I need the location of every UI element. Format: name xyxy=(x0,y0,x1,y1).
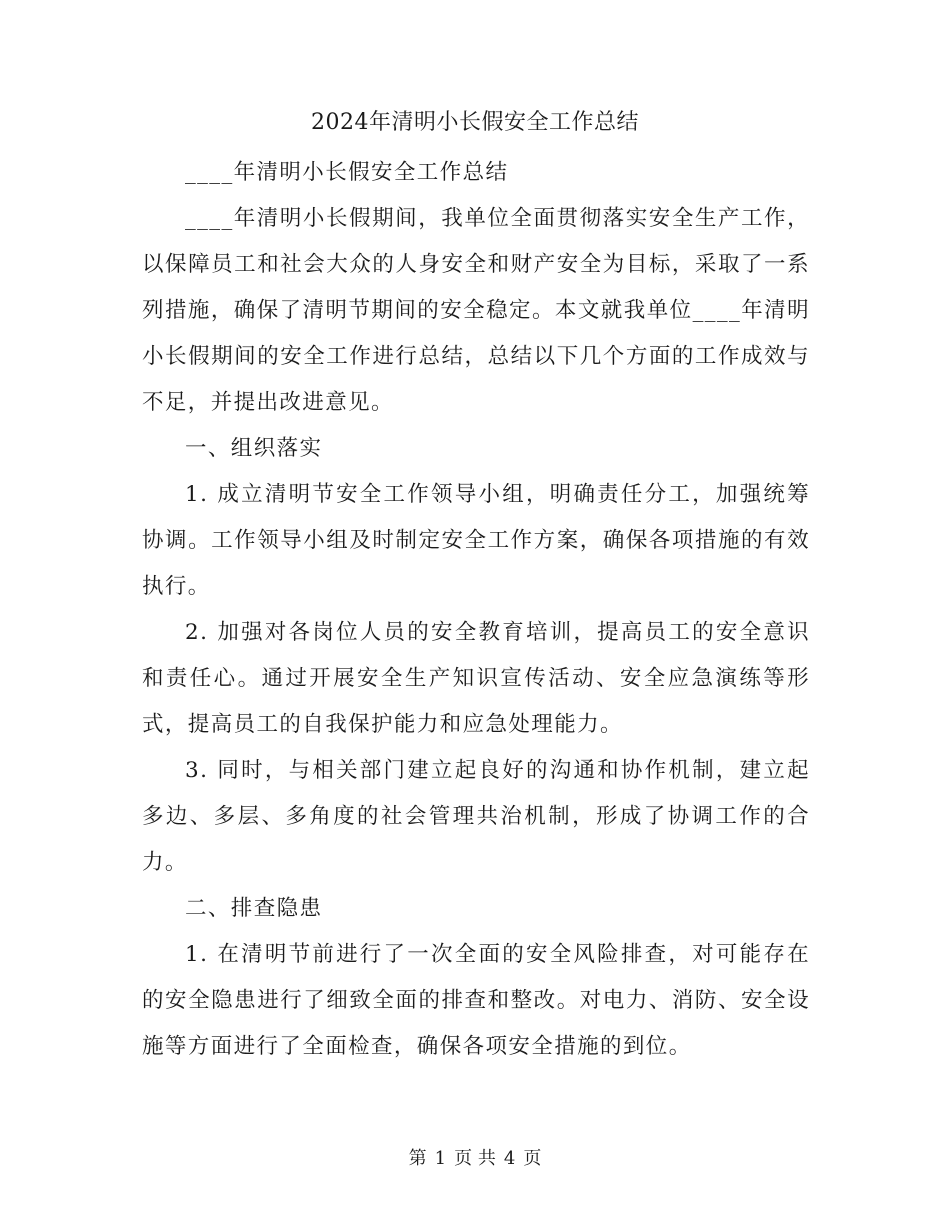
current-page-number: 1 xyxy=(434,1148,447,1169)
paragraph-item-1: 1. 成立清明节安全工作领导小组，明确责任分工，加强统筹协调。工作领导小组及时制定安全工作方案，确保各项措施的有效执行。 xyxy=(142,482,810,599)
page-footer xyxy=(0,1146,950,1172)
intro-paragraph: ____年清明小长假期间，我单位全面贯彻落实安全生产工作，以保障员工和社会大众的人身安全和财产安全为目标，采取了一系列措施，确保了清明节期间的安全稳定。本文就我单位____年清明小长假期间的安全工作进行总结，总结以下几个方面的工作成效与不足，并提出改进意见。 xyxy=(142,206,810,415)
document-body xyxy=(142,150,810,1070)
paragraph-hazard-item-1: 1. 在清明节前进行了一次全面的安全风险排查，对可能存在的安全隐患进行了细致全面的排查和整改。对电力、消防、安全设施等方面进行了全面检查，确保各项安全措施的到位。 xyxy=(142,942,810,1059)
document-title: 2024年清明小长假安全工作总结 xyxy=(311,110,639,135)
page-label-prefix: 第 xyxy=(408,1148,427,1169)
section-heading-hazards: 二、排查隐患 xyxy=(185,896,323,921)
total-pages-number: 4 xyxy=(503,1148,516,1169)
section-heading-organization: 一、组织落实 xyxy=(185,436,323,461)
paragraph-item-3: 3. 同时，与相关部门建立起良好的沟通和协作机制，建立起多边、多层、多角度的社会管理共治机制，形成了协调工作的合力。 xyxy=(142,758,810,875)
subtitle-paragraph: ____年清明小长假安全工作总结 xyxy=(185,160,509,185)
page-label-suffix: 页 xyxy=(523,1148,542,1169)
page-label-middle: 页 共 xyxy=(454,1148,496,1169)
paragraph-item-2: 2. 加强对各岗位人员的安全教育培训，提高员工的安全意识和责任心。通过开展安全生产知识宣传活动、安全应急演练等形式，提高员工的自我保护能力和应急处理能力。 xyxy=(142,620,810,737)
